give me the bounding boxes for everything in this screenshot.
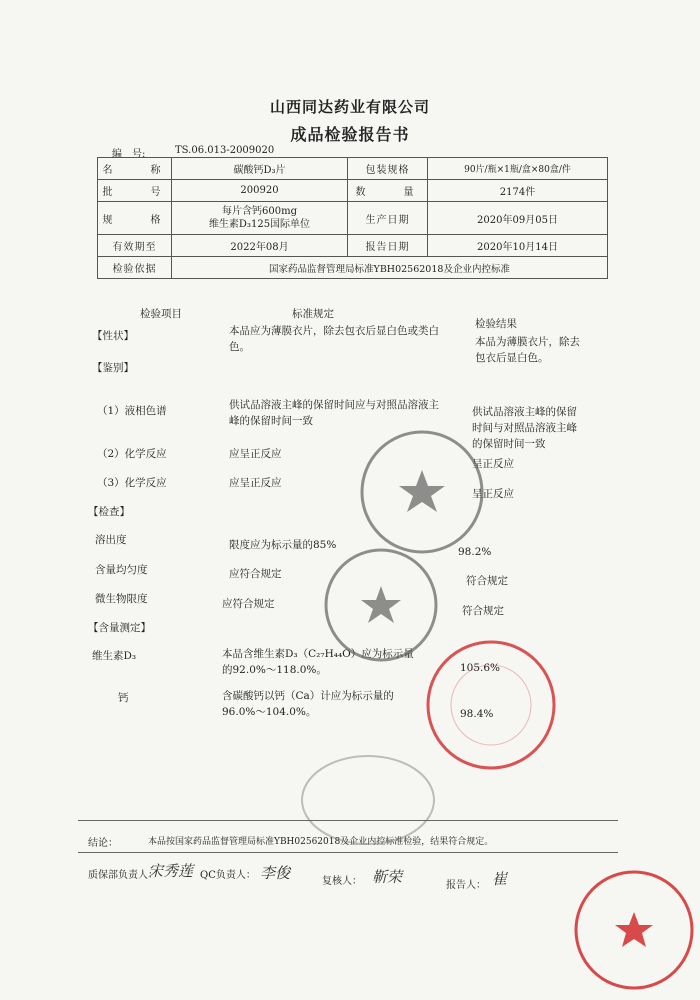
batch-value: 200920	[172, 180, 348, 202]
name-label: 名 称	[98, 158, 172, 180]
review-label: 复核人：	[322, 876, 362, 887]
col-standard-header: 标准规定	[292, 308, 334, 320]
row-item: （1）液相色谱	[97, 405, 167, 417]
qc-signature: 李俊	[260, 864, 291, 882]
reporter-signature: 崔	[492, 870, 508, 888]
faded-company-seal	[298, 750, 438, 850]
report-no: TS.06.013-2009020	[175, 145, 275, 156]
qty-value: 2174件	[428, 180, 608, 202]
qc-label: QC负责人：	[200, 870, 256, 881]
row-result: 呈正反应	[472, 488, 514, 500]
row-item: 【鉴别】	[92, 362, 134, 374]
spec-value	[172, 202, 348, 235]
mfg-label: 生产日期	[348, 202, 428, 235]
row-result: 98.2%	[458, 546, 492, 558]
row-result: 105.6%	[460, 662, 501, 674]
row-standard: 应符合规定	[222, 598, 275, 610]
row-result: 本品为薄膜衣片，除去包衣后显白色。	[475, 336, 580, 364]
spec-value-line2: 维生素D₃125国际单位	[208, 219, 311, 230]
review-signature: 靳荣	[372, 868, 403, 886]
row-standard: 本品应为薄膜衣片，除去包衣后显白色或类白色。	[229, 325, 439, 353]
row-result: 符合规定	[466, 575, 508, 587]
quality-assurance-seal	[322, 546, 440, 664]
qty-label: 数 量	[348, 180, 428, 202]
col-result-header: 检验结果	[475, 318, 517, 330]
mfg-value: 2020年09月05日	[428, 202, 608, 235]
row-item: 【性状】	[92, 330, 134, 342]
row-result: 供试品溶液主峰的保留时间与对照品溶液主峰的保留时间一致	[472, 406, 577, 450]
row-item: （2）化学反应	[97, 448, 167, 460]
spec-label: 规 格	[98, 202, 172, 235]
quality-management-seal	[572, 868, 696, 992]
basis-label: 检验依据	[98, 257, 172, 279]
row-item: 【检查】	[88, 506, 130, 518]
row-item: 维生素D₃	[92, 650, 137, 662]
row-item: 含量均匀度	[95, 564, 148, 576]
report-date-value: 2020年10月14日	[428, 235, 608, 257]
row-item: （3）化学反应	[97, 477, 167, 489]
quality-inspection-seal	[358, 428, 486, 556]
row-item: 钙	[118, 692, 129, 704]
conclusion-label: 结论：	[88, 838, 118, 849]
conclusion-text: 本品按国家药品监督管理局标准YBH02562018及企业内控标准检验，结果符合规定。	[148, 837, 494, 847]
quality-report-seal	[424, 638, 558, 772]
exp-value: 2022年08月	[172, 235, 348, 257]
row-standard: 限度应为标示量的85%	[229, 539, 337, 551]
spec-value-line1: 每片含钙600mg	[222, 206, 297, 217]
header-table	[97, 157, 608, 279]
row-standard: 供试品溶液主峰的保留时间应与对照品溶液主峰的保留时间一致	[229, 399, 439, 427]
exp-label: 有效期至	[98, 235, 172, 257]
row-item: 溶出度	[95, 534, 127, 546]
row-item: 微生物限度	[95, 593, 148, 605]
qa-label: 质保部负责人：	[88, 870, 158, 881]
row-standard: 本品含维生素D₃（C₂₇H₄₄O）应为标示量的92.0%～118.0%。	[222, 648, 414, 676]
divider	[78, 852, 618, 853]
report-title: 成品检验报告书	[290, 125, 410, 144]
pack-label: 包装规格	[348, 158, 428, 180]
basis-value: 国家药品监督管理局标准YBH02562018及企业内控标准	[172, 257, 608, 279]
row-standard: 应呈正反应	[229, 477, 282, 489]
company-name: 山西同达药业有限公司	[269, 98, 430, 116]
row-standard: 含碳酸钙以钙（Ca）计应为标示量的96.0%～104.0%。	[222, 690, 394, 718]
row-standard: 应符合规定	[229, 568, 282, 580]
batch-label: 批 号	[98, 180, 172, 202]
qa-signature: 宋秀莲	[148, 862, 194, 880]
row-item: 【含量测定】	[88, 622, 151, 634]
row-result: 符合规定	[462, 605, 504, 617]
name-value: 碳酸钙D₃片	[172, 158, 348, 180]
row-standard: 应呈正反应	[229, 448, 282, 460]
report-date-label: 报告日期	[348, 235, 428, 257]
pack-value: 90片/瓶×1瓶/盒×80盒/件	[428, 158, 608, 180]
report-no-label: 编 号:	[112, 149, 146, 160]
col-item-header: 检验项目	[140, 308, 182, 320]
row-result: 98.4%	[460, 708, 494, 720]
row-result: 呈正反应	[472, 458, 514, 470]
reporter-label: 报告人：	[446, 880, 486, 891]
